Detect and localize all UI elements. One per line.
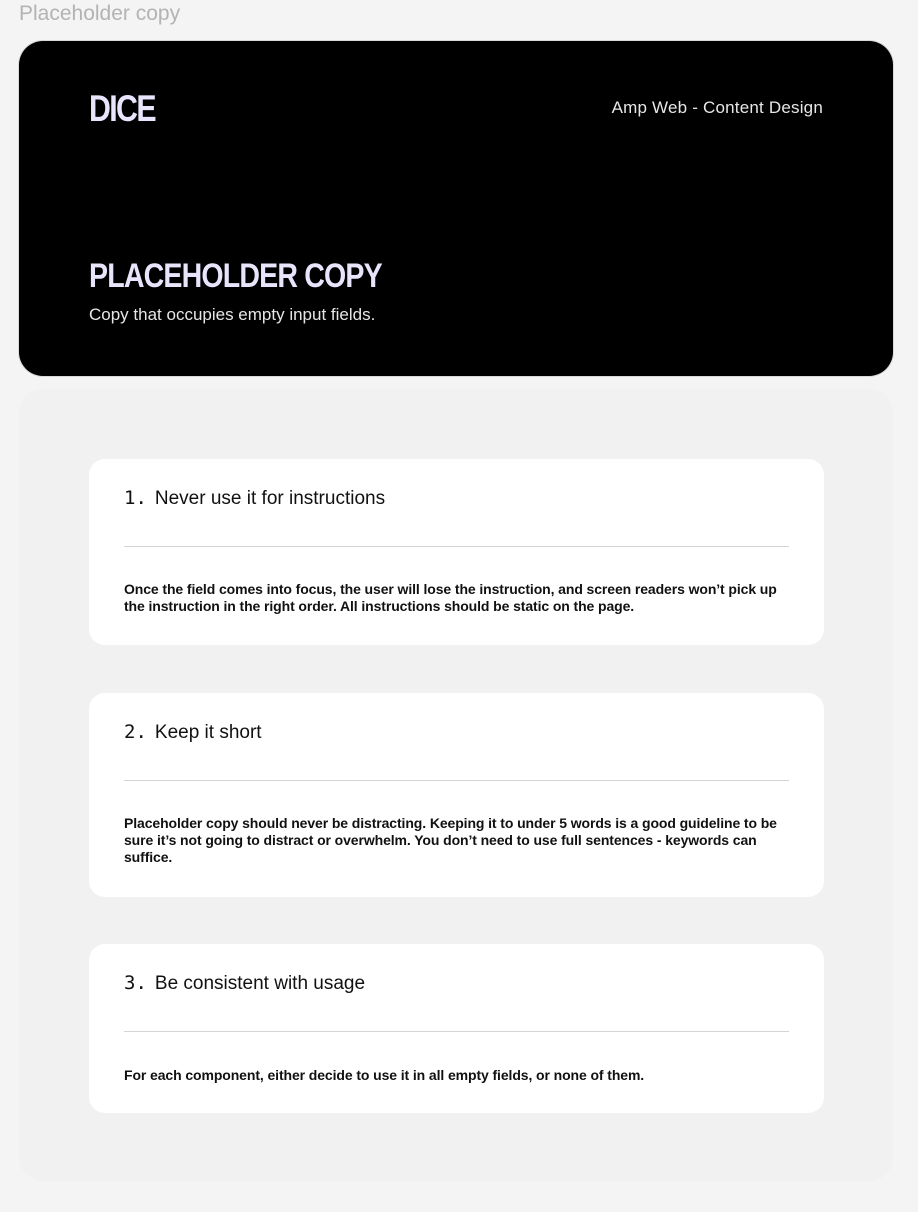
rule-title: Keep it short <box>154 722 262 743</box>
rule-divider <box>124 1031 789 1032</box>
rule-heading <box>124 970 365 998</box>
rule-number: 3. <box>124 972 147 994</box>
rule-body: Placeholder copy should never be distracting. Keeping it to under 5 words is a good guideline to be sure it’s not going to distract or overwhelm. You don’t need to use full sentences - keywords can suffice. <box>124 815 777 865</box>
rule-card <box>89 944 824 1113</box>
rule-number: 1. <box>124 487 147 509</box>
hero-banner <box>19 41 893 376</box>
rule-heading <box>124 485 385 513</box>
rule-body: Once the field comes into focus, the user will lose the instruction, and screen readers won’t pick up the instruction in the right order. All instructions should be static on the page. <box>124 581 777 614</box>
rule-divider <box>124 546 789 547</box>
rule-card <box>89 459 824 645</box>
page-title: PLACEHOLDER COPY <box>89 257 382 295</box>
rule-heading <box>124 719 262 747</box>
rule-divider <box>124 780 789 781</box>
page-label: Placeholder copy <box>19 2 181 25</box>
rule-body: For each component, either decide to use it in all empty fields, or none of them. <box>124 1067 645 1083</box>
rule-title: Be consistent with usage <box>154 973 366 994</box>
rule-number: 2. <box>124 721 147 743</box>
rule-card <box>89 693 824 897</box>
rule-title: Never use it for instructions <box>154 488 386 509</box>
project-name: Amp Web - Content Design <box>611 98 823 117</box>
rules-panel <box>19 389 893 1181</box>
dice-logo: DICE <box>89 88 155 129</box>
page-subtitle: Copy that occupies empty input fields. <box>89 305 376 324</box>
